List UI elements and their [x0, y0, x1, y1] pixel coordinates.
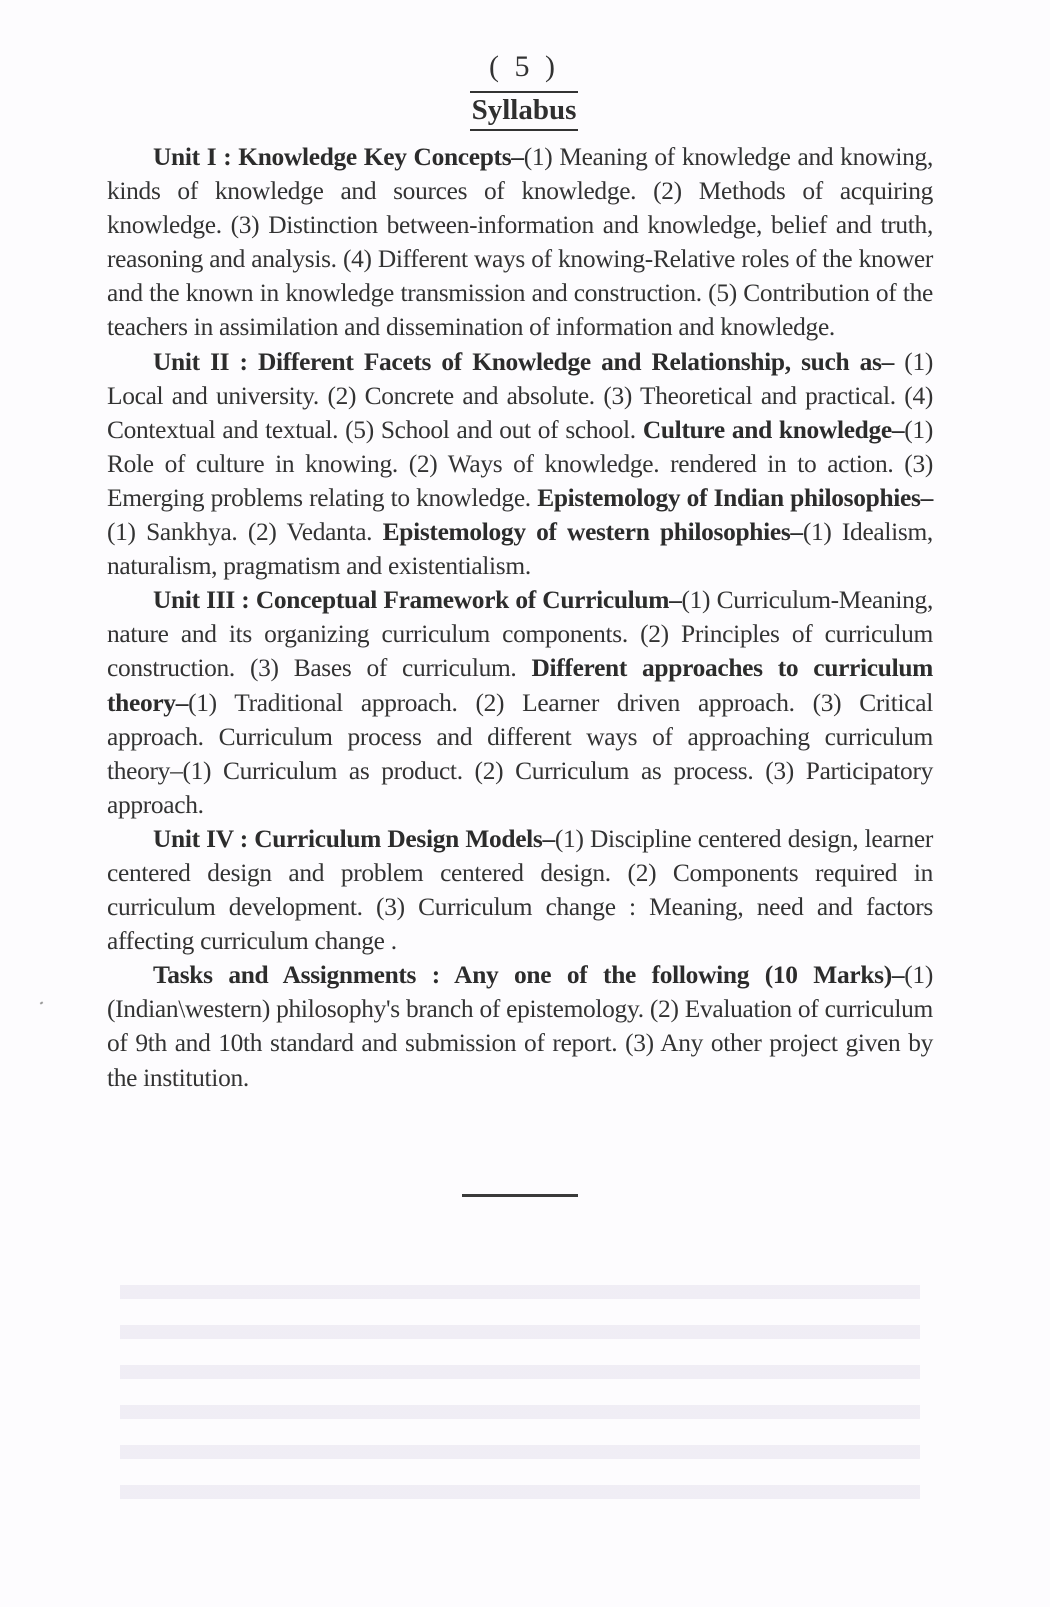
unit-3-paragraph — [107, 583, 933, 822]
unit-2-text-1: (1) Local and university. (2) Concrete and absolute. (3) Theoretical and practical. (4) Contextual and textual. (5) School and out of school. — [107, 347, 933, 444]
culture-knowledge-heading: Culture and knowledge– — [642, 415, 905, 444]
unit-4-paragraph — [107, 822, 933, 958]
tasks-heading: Tasks and Assignments : Any one of the following (10 Marks)– — [153, 961, 905, 990]
unit-1-paragraph — [107, 140, 933, 345]
indian-epistemology-heading: Epistemology of Indian philosophies– — [537, 483, 934, 512]
page-number: ( 5 ) — [489, 50, 559, 83]
paper-speck — [40, 1001, 44, 1004]
unit-2-heading: Unit II : Different Facets of Knowledge and Relationship, such as– — [153, 347, 894, 376]
western-epistemology-heading: Epistemology of western philosophies– — [382, 518, 803, 547]
unit-3-heading: Unit III : Conceptual Framework of Curriculum– — [153, 586, 682, 615]
unit-3-text-1: (1) Curriculum-Meaning, nature and its organizing curriculum components. (2) Principles of curriculum construction. (3) Bases of curriculum. — [107, 586, 933, 683]
unit-2-text-2: (1) Role of culture in knowing. (2) Ways of knowledge. rendered in to action. (3) Emerging problems relating to knowledge. — [107, 415, 933, 512]
unit-3-text-2: (1) Traditional approach. (2) Learner driven approach. (3) Critical approach. Curriculum process and different ways of approaching curriculum theory–(1) Curriculum as product. (2) Curriculum as process. (3) Participatory approach. — [107, 688, 933, 819]
unit-2-text-3: (1) Sankhya. (2) Vedanta. — [107, 518, 383, 547]
tasks-paragraph — [107, 958, 933, 1094]
unit-1-heading: Unit I : Knowledge Key Concepts– — [153, 143, 524, 171]
page-title: Syllabus — [470, 91, 579, 131]
syllabus-body — [107, 140, 933, 1095]
curriculum-theory-heading: Different approaches to curriculum theory– — [107, 654, 933, 717]
unit-2-text-4: (1) Idealism, naturalism, pragmatism and existentialism. — [107, 518, 933, 581]
unit-2-paragraph — [107, 345, 933, 584]
reverse-side-bleed-through — [120, 1265, 920, 1505]
unit-4-text: (1) Discipline centered design, learner centered design and problem centered design. (2) Components required in curriculum development. (3) Curriculum change : Meaning, need and factors affecting curriculum change . — [107, 824, 933, 956]
end-divider — [462, 1194, 578, 1197]
unit-4-heading: Unit IV : Curriculum Design Models– — [153, 824, 555, 853]
unit-1-text: (1) Meaning of knowledge and knowing, kinds of knowledge and sources of knowledge. (2) Methods of acquiring knowledge. (3) Distinction between-information and knowledge, belief and truth, reasoning and analysis. (4) Different ways of knowing-Relative roles of the knower and the known in knowledge transmission and construction. (5) Contribution of the teachers in assimilation and dissemination of information and knowledge. — [107, 143, 933, 342]
tasks-text: (1) (Indian\western) philosophy's branch of epistemology. (2) Evaluation of curriculum of 9th and 10th standard and submission of report. (3) Any other project given by the institution. — [107, 961, 933, 1092]
title-container — [0, 91, 1048, 131]
